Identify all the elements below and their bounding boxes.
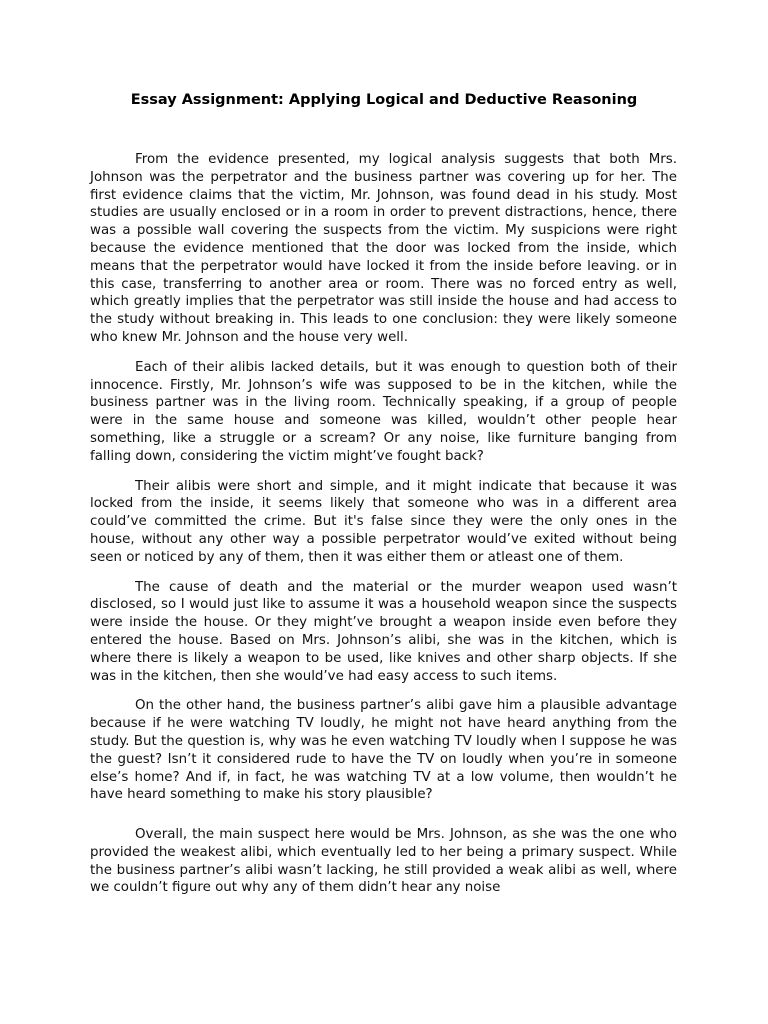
paragraph-2: Each of their alibis lacked details, but it was enough to question both of their innocence. Firstly, Mr. Johnson’s wife was supposed to be in the kitchen, while the business partner was in the living room. Technically speaking, if a group of people were in the same house and someone was killed, wouldn’t other people hear something, like a struggle or a scream? Or any noise, like furniture banging from falling down, considering the victim might’ve fought back? (90, 359, 677, 464)
paragraph-4: The cause of death and the material or the murder weapon used wasn’t disclosed, so I would just like to assume it was a household weapon since the suspects were inside the house. Or they might’ve brought a weapon inside even before they entered the house. Based on Mrs. Johnson’s alibi, she was in the kitchen, which is where there is likely a weapon to be used, like knives and other sharp objects. If she was in the kitchen, then she would’ve had easy access to such items. (90, 579, 677, 684)
document-title: Essay Assignment: Applying Logical and Deductive Reasoning (130, 92, 638, 108)
paragraph-6: Overall, the main suspect here would be Mrs. Johnson, as she was the one who provided the weakest alibi, which eventually led to her being a primary suspect. While the business partner’s alibi wasn’t lacking, he still provided a weak alibi as well, where we couldn’t figure out why any of them didn’t hear any noise (90, 827, 677, 896)
document-body (90, 151, 677, 909)
paragraph-5: On the other hand, the business partner’s alibi gave him a plausible advantage because if he were watching TV loudly, he might not have heard anything from the study. But the question is, why was he even watching TV loudly when I suppose he was the guest? Isn’t it considered rude to have the TV on loudly when you’re in someone else’s home? And if, in fact, he was watching TV at a low volume, then wouldn’t he have heard something to make his story plausible? (90, 698, 677, 803)
paragraph-1: From the evidence presented, my logical analysis suggests that both Mrs. Johnson was the perpetrator and the business partner was covering up for her. The first evidence claims that the victim, Mr. Johnson, was found dead in his study. Most studies are usually enclosed or in a room in order to prevent distractions, hence, there was a possible wall covering the suspects from the victim. My suspicions were right because the evidence mentioned that the door was locked from the inside, which means that the perpetrator would have locked it from the inside before leaving. or in this case, transferring to another area or room. There was no forced entry as well, which greatly implies that the perpetrator was still inside the house and had access to the study without breaking in. This leads to one conclusion: they were likely someone who knew Mr. Johnson and the house very well. (90, 152, 677, 345)
paragraph-3: Their alibis were short and simple, and it might indicate that because it was locked from the inside, it seems likely that someone who was in a different area could’ve committed the crime. But it's false since they were the only ones in the house, without any other way a possible perpetrator would’ve exited without being seen or noticed by any of them, then it was either them or atleast one of them. (90, 478, 677, 565)
